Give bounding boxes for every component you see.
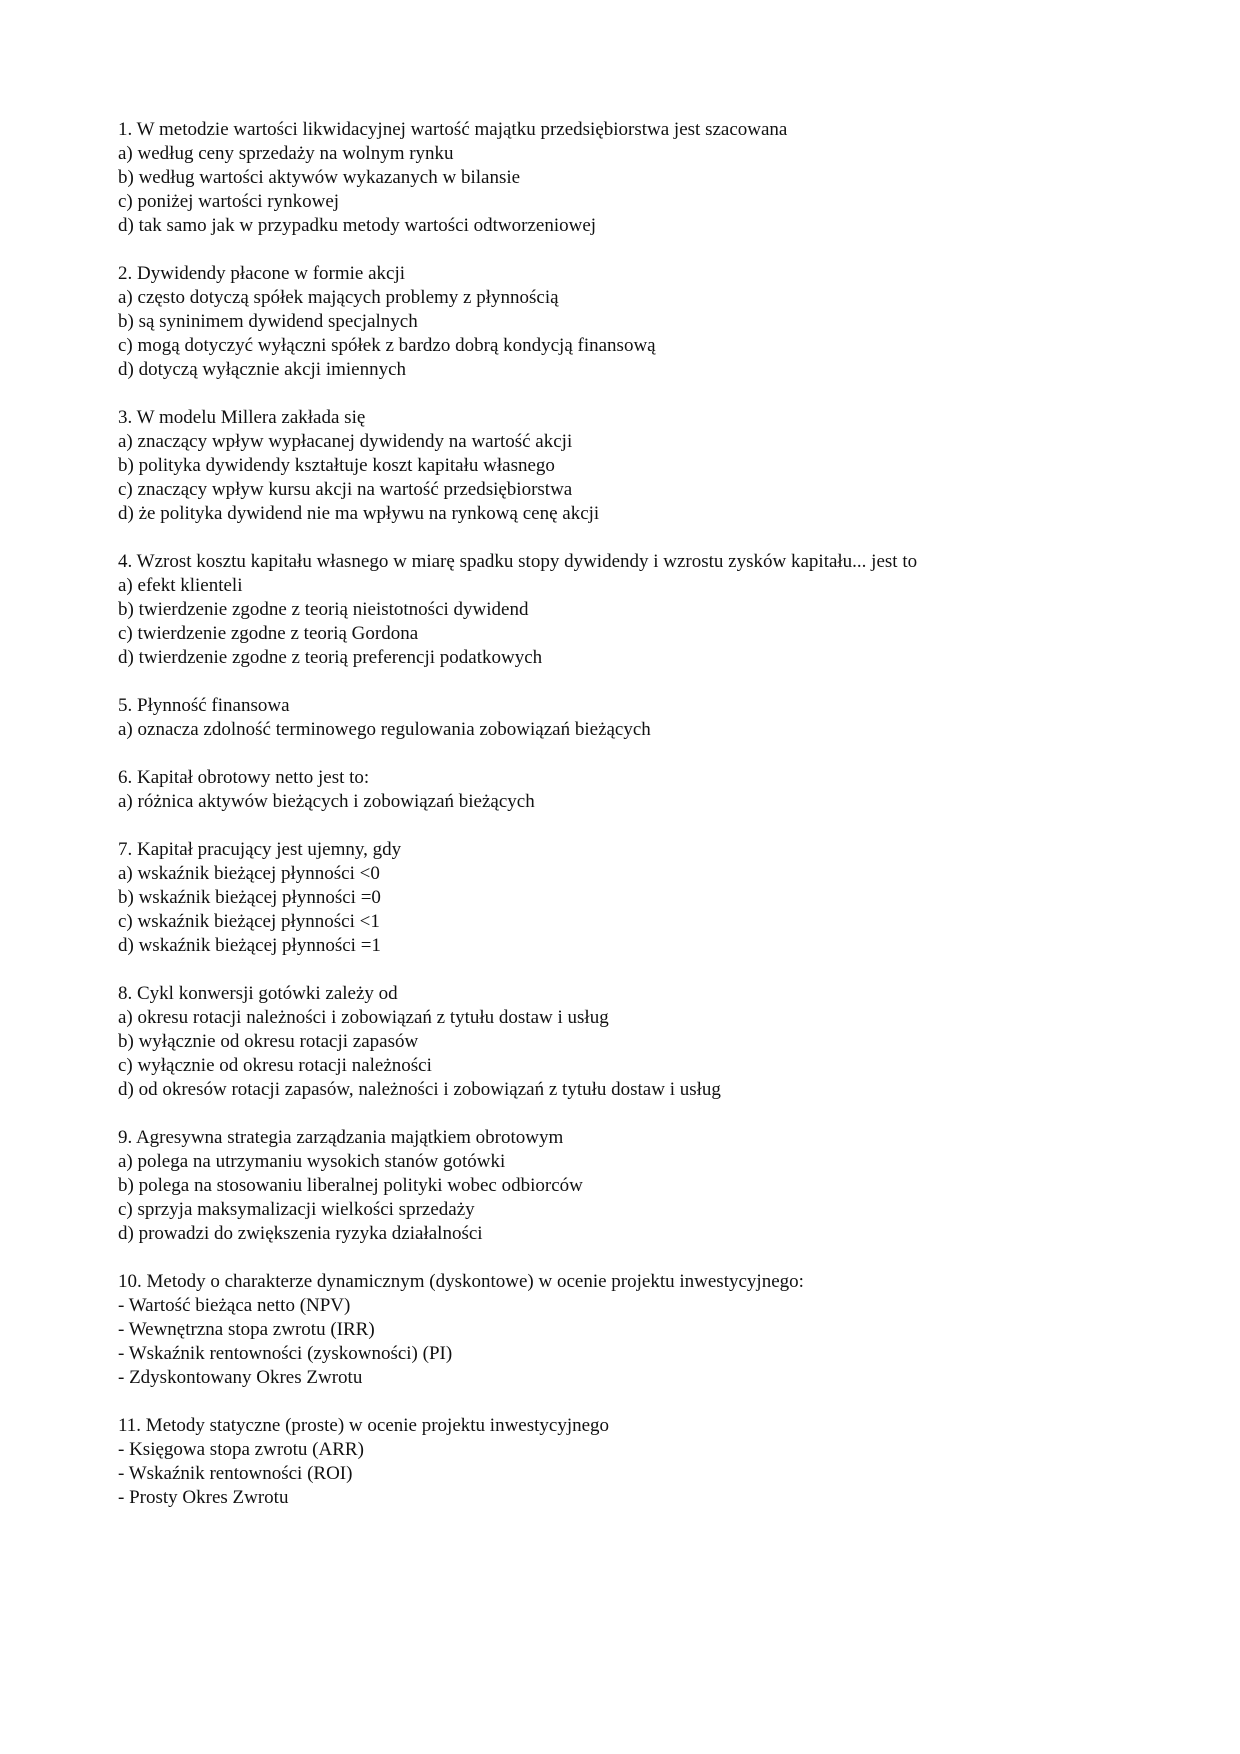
question-block bbox=[118, 262, 1128, 382]
question-list bbox=[118, 118, 1128, 1534]
answer-line: a) wskaźnik bieżącej płynności <0 bbox=[118, 863, 380, 884]
answer-line: b) wskaźnik bieżącej płynności =0 bbox=[118, 887, 381, 908]
answer-line: a) często dotyczą spółek mających problemy z płynnością bbox=[118, 287, 559, 308]
question-text: 2. Dywidendy płacone w formie akcji bbox=[118, 263, 406, 284]
question-text: 7. Kapitał pracujący jest ujemny, gdy bbox=[118, 839, 402, 860]
question-block bbox=[118, 982, 1128, 1102]
answer-line: a) okresu rotacji należności i zobowiązań z tytułu dostaw i usług bbox=[118, 1007, 609, 1028]
question-text: 5. Płynność finansowa bbox=[118, 695, 290, 716]
question-block bbox=[118, 694, 1128, 742]
answer-line: a) oznacza zdolność terminowego regulowania zobowiązań bieżących bbox=[118, 719, 651, 740]
answer-line: c) wyłącznie od okresu rotacji należności bbox=[118, 1055, 432, 1076]
answer-line: d) że polityka dywidend nie ma wpływu na rynkową cenę akcji bbox=[118, 503, 600, 524]
question-text: 8. Cykl konwersji gotówki zależy od bbox=[118, 983, 398, 1004]
question-block bbox=[118, 1126, 1128, 1246]
answer-line: c) poniżej wartości rynkowej bbox=[118, 191, 340, 212]
answer-line: - Prosty Okres Zwrotu bbox=[118, 1487, 289, 1508]
question-block bbox=[118, 1270, 1128, 1390]
answer-line: c) wskaźnik bieżącej płynności <1 bbox=[118, 911, 380, 932]
question-block bbox=[118, 838, 1128, 958]
answer-line: a) według ceny sprzedaży na wolnym rynku bbox=[118, 143, 454, 164]
answer-line: a) efekt klienteli bbox=[118, 575, 243, 596]
answer-line: c) znaczący wpływ kursu akcji na wartość przedsiębiorstwa bbox=[118, 479, 573, 500]
question-text: 1. W metodzie wartości likwidacyjnej wartość majątku przedsiębiorstwa jest szacowana bbox=[118, 119, 788, 140]
answer-line: d) tak samo jak w przypadku metody wartości odtworzeniowej bbox=[118, 215, 597, 236]
answer-line: a) znaczący wpływ wypłacanej dywidendy na wartość akcji bbox=[118, 431, 573, 452]
answer-line: b) polityka dywidendy kształtuje koszt kapitału własnego bbox=[118, 455, 555, 476]
question-text: 4. Wzrost kosztu kapitału własnego w miarę spadku stopy dywidendy i wzrostu zysków kapitału... jest to bbox=[118, 551, 918, 572]
answer-line: a) polega na utrzymaniu wysokich stanów gotówki bbox=[118, 1151, 506, 1172]
question-text: 3. W modelu Millera zakłada się bbox=[118, 407, 366, 428]
answer-line: d) od okresów rotacji zapasów, należności i zobowiązań z tytułu dostaw i usług bbox=[118, 1079, 721, 1100]
answer-line: - Wskaźnik rentowności (ROI) bbox=[118, 1463, 353, 1484]
answer-line: b) polega na stosowaniu liberalnej polityki wobec odbiorców bbox=[118, 1175, 583, 1196]
answer-line: a) różnica aktywów bieżących i zobowiązań bieżących bbox=[118, 791, 535, 812]
question-text: 9. Agresywna strategia zarządzania majątkiem obrotowym bbox=[118, 1127, 564, 1148]
answer-line: c) mogą dotyczyć wyłączni spółek z bardzo dobrą kondycją finansową bbox=[118, 335, 656, 356]
question-block bbox=[118, 406, 1128, 526]
answer-line: b) wyłącznie od okresu rotacji zapasów bbox=[118, 1031, 419, 1052]
answer-line: b) według wartości aktywów wykazanych w bilansie bbox=[118, 167, 521, 188]
question-block bbox=[118, 766, 1128, 814]
question-block bbox=[118, 118, 1128, 238]
question-block bbox=[118, 550, 1128, 670]
question-text: 10. Metody o charakterze dynamicznym (dyskontowe) w ocenie projektu inwestycyjnego: bbox=[118, 1271, 804, 1292]
answer-line: d) wskaźnik bieżącej płynności =1 bbox=[118, 935, 381, 956]
answer-line: d) dotyczą wyłącznie akcji imiennych bbox=[118, 359, 407, 380]
answer-line: b) są syninimem dywidend specjalnych bbox=[118, 311, 418, 332]
answer-line: c) twierdzenie zgodne z teorią Gordona bbox=[118, 623, 419, 644]
answer-line: d) twierdzenie zgodne z teorią preferencji podatkowych bbox=[118, 647, 543, 668]
answer-line: - Wewnętrzna stopa zwrotu (IRR) bbox=[118, 1319, 375, 1340]
answer-line: - Wartość bieżąca netto (NPV) bbox=[118, 1295, 351, 1316]
question-block bbox=[118, 1414, 1128, 1510]
answer-line: b) twierdzenie zgodne z teorią nieistotności dywidend bbox=[118, 599, 529, 620]
answer-line: d) prowadzi do zwiększenia ryzyka działalności bbox=[118, 1223, 483, 1244]
answer-line: - Księgowa stopa zwrotu (ARR) bbox=[118, 1439, 364, 1460]
question-text: 11. Metody statyczne (proste) w ocenie projektu inwestycyjnego bbox=[118, 1415, 610, 1436]
answer-line: c) sprzyja maksymalizacji wielkości sprzedaży bbox=[118, 1199, 475, 1220]
question-text: 6. Kapitał obrotowy netto jest to: bbox=[118, 767, 370, 788]
answer-line: - Wskaźnik rentowności (zyskowności) (PI) bbox=[118, 1343, 453, 1364]
answer-line: - Zdyskontowany Okres Zwrotu bbox=[118, 1367, 363, 1388]
